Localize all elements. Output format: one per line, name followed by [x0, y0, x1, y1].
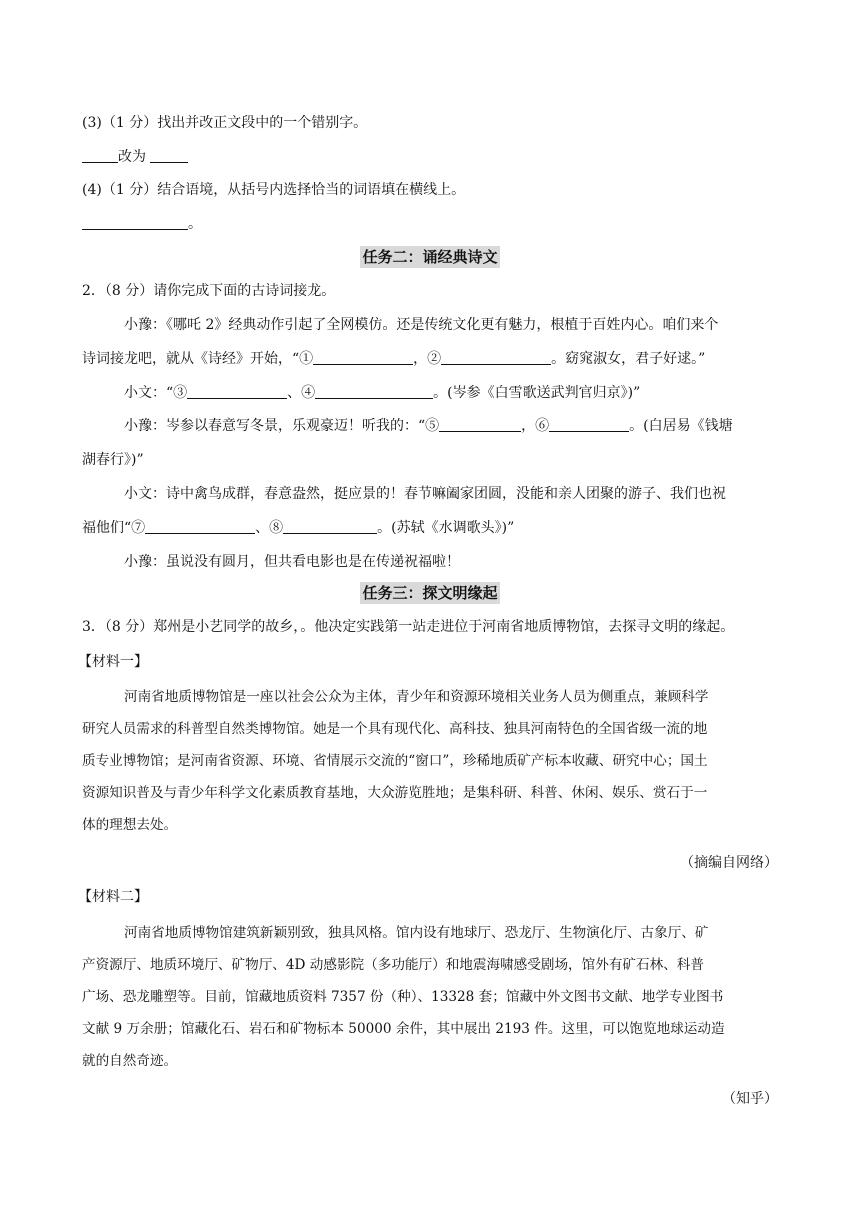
dialogue-line: 福他们“⑦ 、⑧ 。(苏轼《水调歌头》)” — [82, 520, 515, 536]
answer-blank[interactable] — [283, 519, 377, 534]
dialogue-line: 小豫：《哪吒 2》经典动作引起了全网模仿。还是传统文化更有魅力，根植于百姓内心。咱们来个 — [124, 317, 719, 333]
answer-blank[interactable] — [549, 417, 629, 432]
correction-label: 改为 — [118, 149, 146, 165]
material-1-heading: 【材料一】 — [78, 654, 148, 670]
question-3-prompt: (3)（1 分）找出并改正文段中的一个错别字。 — [82, 115, 368, 131]
paragraph-line: 河南省地质博物馆是一座以社会公众为主体，青少年和资源环境相关业务人员为侧重点，兼顾科学 — [124, 689, 709, 705]
material-2-source: （知乎） — [722, 1091, 778, 1107]
answer-blank[interactable] — [315, 384, 433, 399]
dialogue-line: 诗词接龙吧，就从《诗经》开始，“① ，② 。窈窕淑女，君子好逑。” — [82, 351, 706, 367]
question-3-answer-line — [82, 147, 778, 167]
period: 。 — [188, 216, 202, 232]
answer-blank[interactable] — [313, 350, 413, 365]
task-2-heading-row — [82, 246, 778, 268]
answer-blank[interactable] — [82, 215, 188, 230]
material-1-source: （摘编自网络） — [680, 855, 778, 871]
paragraph-line: 研究人员需求的科普型自然类博物馆。她是一个具有现代化、高科技、独具河南特色的全国省级一流的地 — [82, 721, 708, 737]
task-3-heading-row — [82, 582, 778, 604]
question-3-intro: 3．（8 分）郑州是小艺同学的故乡，。他决定实践第一站走进位于河南省地质博物馆，去探寻文明的缘起。 — [82, 619, 735, 635]
paragraph-line: 质专业博物馆；是河南省资源、环境、省情展示交流的“窗口”，珍稀地质矿产标本收藏、研究中心；国土 — [82, 753, 708, 769]
material-2-heading: 【材料二】 — [78, 889, 148, 905]
answer-blank[interactable] — [441, 350, 551, 365]
dialogue-line: 小豫：虽说没有圆月，但共看电影也是在传递祝福啦！ — [124, 554, 460, 570]
answer-blank[interactable] — [150, 148, 188, 163]
answer-blank[interactable] — [82, 148, 118, 163]
question-4-prompt: (4)（1 分）结合语境，从括号内选择恰当的词语填在横线上。 — [82, 182, 466, 198]
dialogue-line: 小豫：岑参以春意写冬景，乐观豪迈！听我的：“⑤ ，⑥ 。(白居易《钱塘 — [124, 418, 733, 434]
paragraph-line: 广场、恐龙雕塑等。目前，馆藏地质资料 7357 份（种）、13328 套；馆藏中外文图书文献、地学专业图书 — [82, 989, 724, 1005]
answer-blank[interactable] — [145, 519, 255, 534]
task-2-title: 任务二：诵经典诗文 — [362, 248, 498, 266]
answer-blank[interactable] — [439, 417, 521, 432]
material-1-text — [82, 681, 778, 841]
paragraph-line: 产资源厅、地质环境厅、矿物厅、4D 动感影院（多功能厅）和地震海啸感受剧场，馆外有矿石林、科普 — [82, 957, 704, 973]
task-3-title: 任务三：探文明缘起 — [362, 584, 498, 602]
answer-blank[interactable] — [187, 384, 287, 399]
paragraph-line: 就的自然奇迹。 — [82, 1053, 178, 1069]
question-4-answer-line — [82, 214, 778, 234]
dialogue-line: 小文：“③ 、④ 。(岑参《白雪歌送武判官归京》)” — [124, 385, 641, 401]
paragraph-line: 文献 9 万余册；馆藏化石、岩石和矿物标本 50000 余件，其中展出 2193 件。这里，可以饱览地球运动造 — [82, 1021, 725, 1037]
dialogue-line: 湖春行》)” — [82, 452, 144, 468]
paragraph-line: 河南省地质博物馆建筑新颖别致，独具风格。馆内设有地球厅、恐龙厅、生物演化厅、古象厅、矿 — [124, 925, 709, 941]
paragraph-line: 体的理想去处。 — [82, 817, 178, 833]
question-2-intro: 2．（8 分）请你完成下面的古诗词接龙。 — [82, 283, 336, 299]
dialogue-line: 小文：诗中禽鸟成群，春意盎然，挺应景的！春节嘛阖家团圆，没能和亲人团聚的游子、我们也祝 — [124, 486, 726, 502]
material-2-text — [82, 917, 778, 1077]
paragraph-line: 资源知识普及与青少年科学文化素质教育基地，大众游览胜地；是集科研、科普、休闲、娱乐、赏石于一 — [82, 785, 708, 801]
